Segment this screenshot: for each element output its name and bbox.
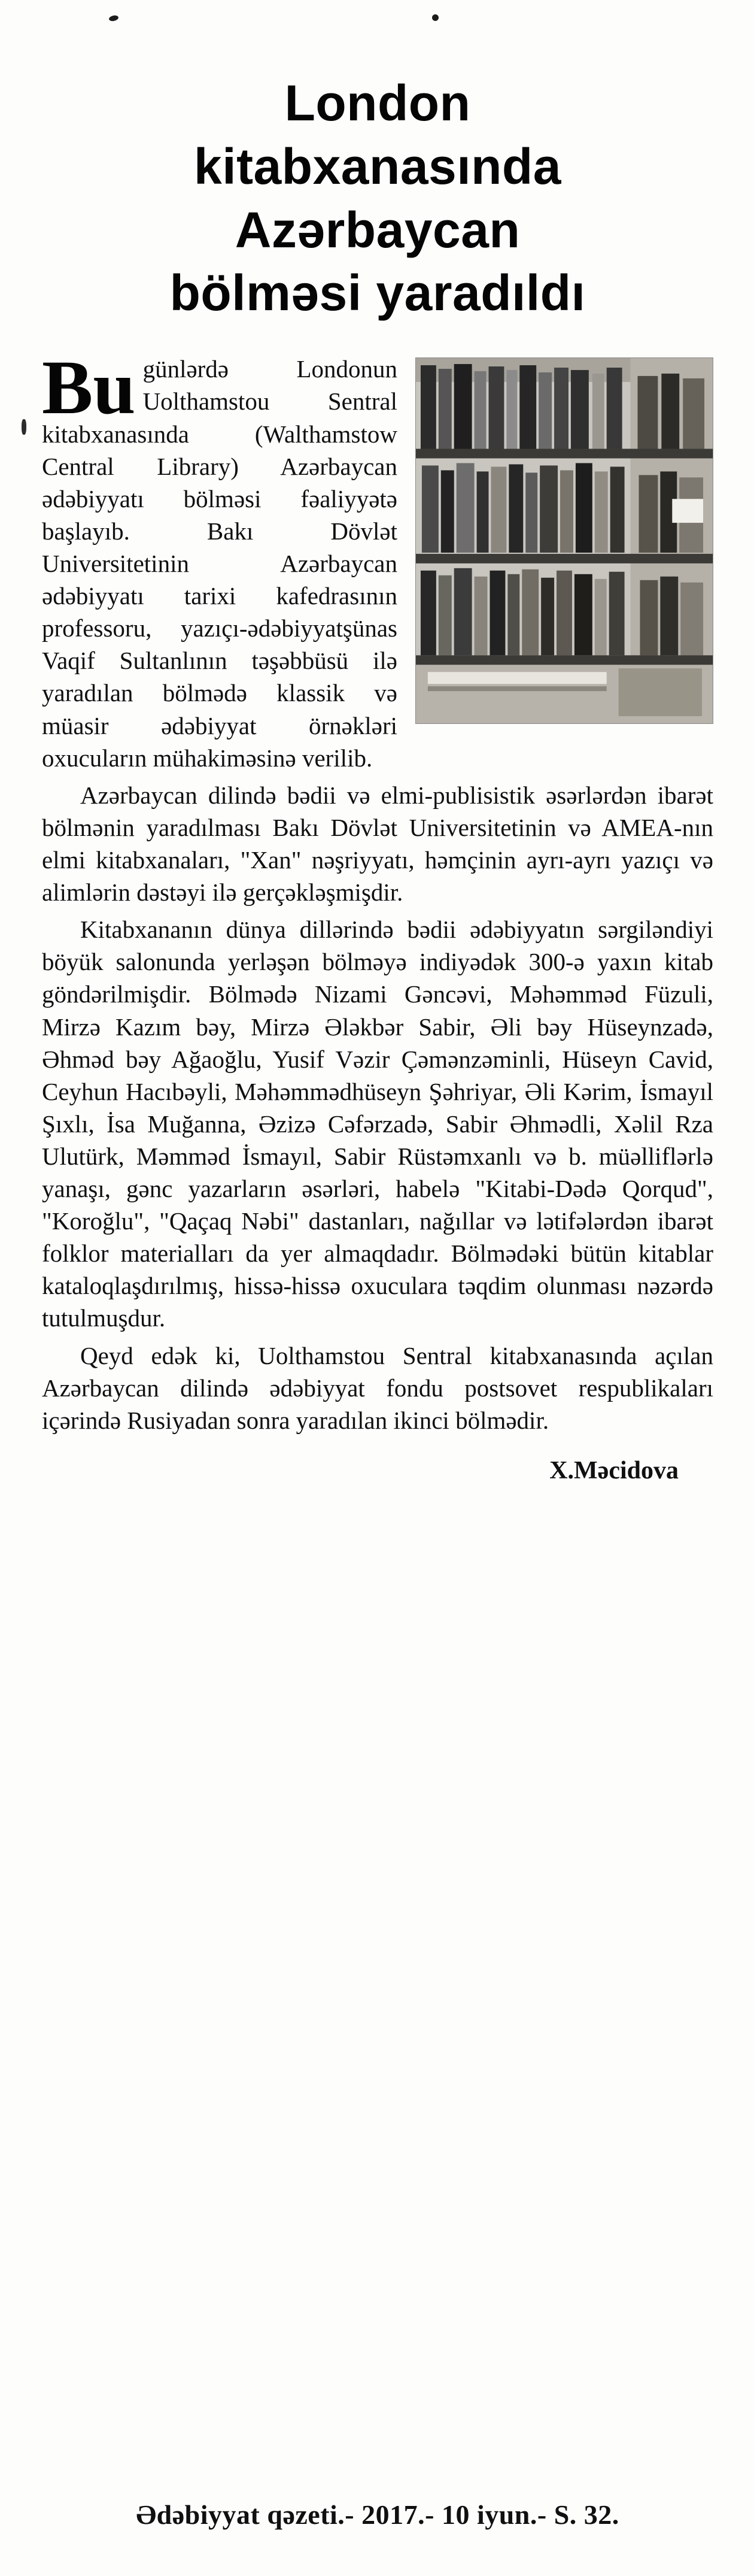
library-photo [415, 357, 713, 724]
source-citation: Ədəbiyyat qəzeti.- 2017.- 10 iyun.- S. 32. [136, 2499, 619, 2530]
paragraph-2: Azərbaycan dilində bədii və elmi-publisistik əsərlərdən ibarət bölmənin yaradılması Bakı Dövlət Universitetinin və AMEA-nın elmi kitabxanaları, "Xan" nəşriyyatı, həmçinin ayrı-ayrı yazıçı və alimlərin dəstəyi ilə gerçəkləşmişdir. [42, 781, 713, 907]
paragraph-3: Kitabxananın dünya dillərində bədii ədəbiyyatın sərgiləndiyi böyük salonunda yerləşən bölməyə indiyədək 300-ə yaxın kitab göndərilmişdir. Bölmədə Nizami Gəncəvi, Məhəmməd Füzuli, Mirzə Kazım bəy, Mirzə Ələkbər Sabir, Əli bəy Hüseynzadə, Əhməd bəy Ağaoğlu, Yusif Vəzir Çəmənzəminli, Hüseyn Cavid, Ceyhun Hacıbəyli, Məhəmmədhüseyn Şəhriyar, Əli Kərim, İsmayıl Şıxlı, İsa Muğanna, Əzizə Cəfərzadə, Sabir Əhmədli, Xəlil Rza Ulutürk, Məmməd İsmayıl, Sabir Rüstəmxanlı və b. müəlliflərlə yanaşı, gənc yazarların əsərləri, habelə "Kitabi-Dədə Qorqud", "Koroğlu", "Qaçaq Nəbi" dastanları, nağıllar və lətifələrdən ibarət folklor materialları da yer almaqdadır. Bölmədəki bütün kitablar kataloqlaşdırılmış, hissə-hissə oxuculara təqdim olunması nəzərdə tutulmuşdur. [42, 916, 713, 1332]
headline-line: kitabxanasında [194, 138, 561, 195]
scan-artifact [108, 14, 119, 22]
author-byline: X.Məcidova [549, 1456, 679, 1484]
article-body [42, 345, 713, 1487]
library-photo-graphic [416, 358, 713, 723]
dropcap: Bu [42, 345, 136, 431]
headline-line: London [284, 75, 471, 131]
scan-artifact [22, 419, 26, 435]
paragraph-1-text: günlərdə Londonun Uolthamstou Sentral kitabxanasında (Walthamstow Central Library) Azərbaycan ədəbiyyatı bölməsi fəaliyyətə başlayıb. Bakı Dövlət Universitetinin Azərbaycan ədəbiyyatı tarixi kafedrasının professoru, yazıçı-ədəbiyyatşünas Vaqif Sultanlının təşəbbüsü ilə yaradılan bölmədə klassik və müasir ədəbiyyat örnəkləri oxucuların mühakiməsinə verilib. [42, 355, 397, 772]
headline-line: bölməsi yaradıldı [169, 265, 586, 322]
scan-artifact [432, 14, 439, 21]
paragraph-4: Qeyd edək ki, Uolthamstou Sentral kitabxanasında açılan Azərbaycan dilində ədəbiyyat fondu postsovet respublikaları içərində Rusiyadan sonra yaradılan ikinci bölmədir. [42, 1341, 713, 1434]
headline-line: Azərbaycan [235, 201, 521, 258]
article-headline [42, 72, 713, 325]
